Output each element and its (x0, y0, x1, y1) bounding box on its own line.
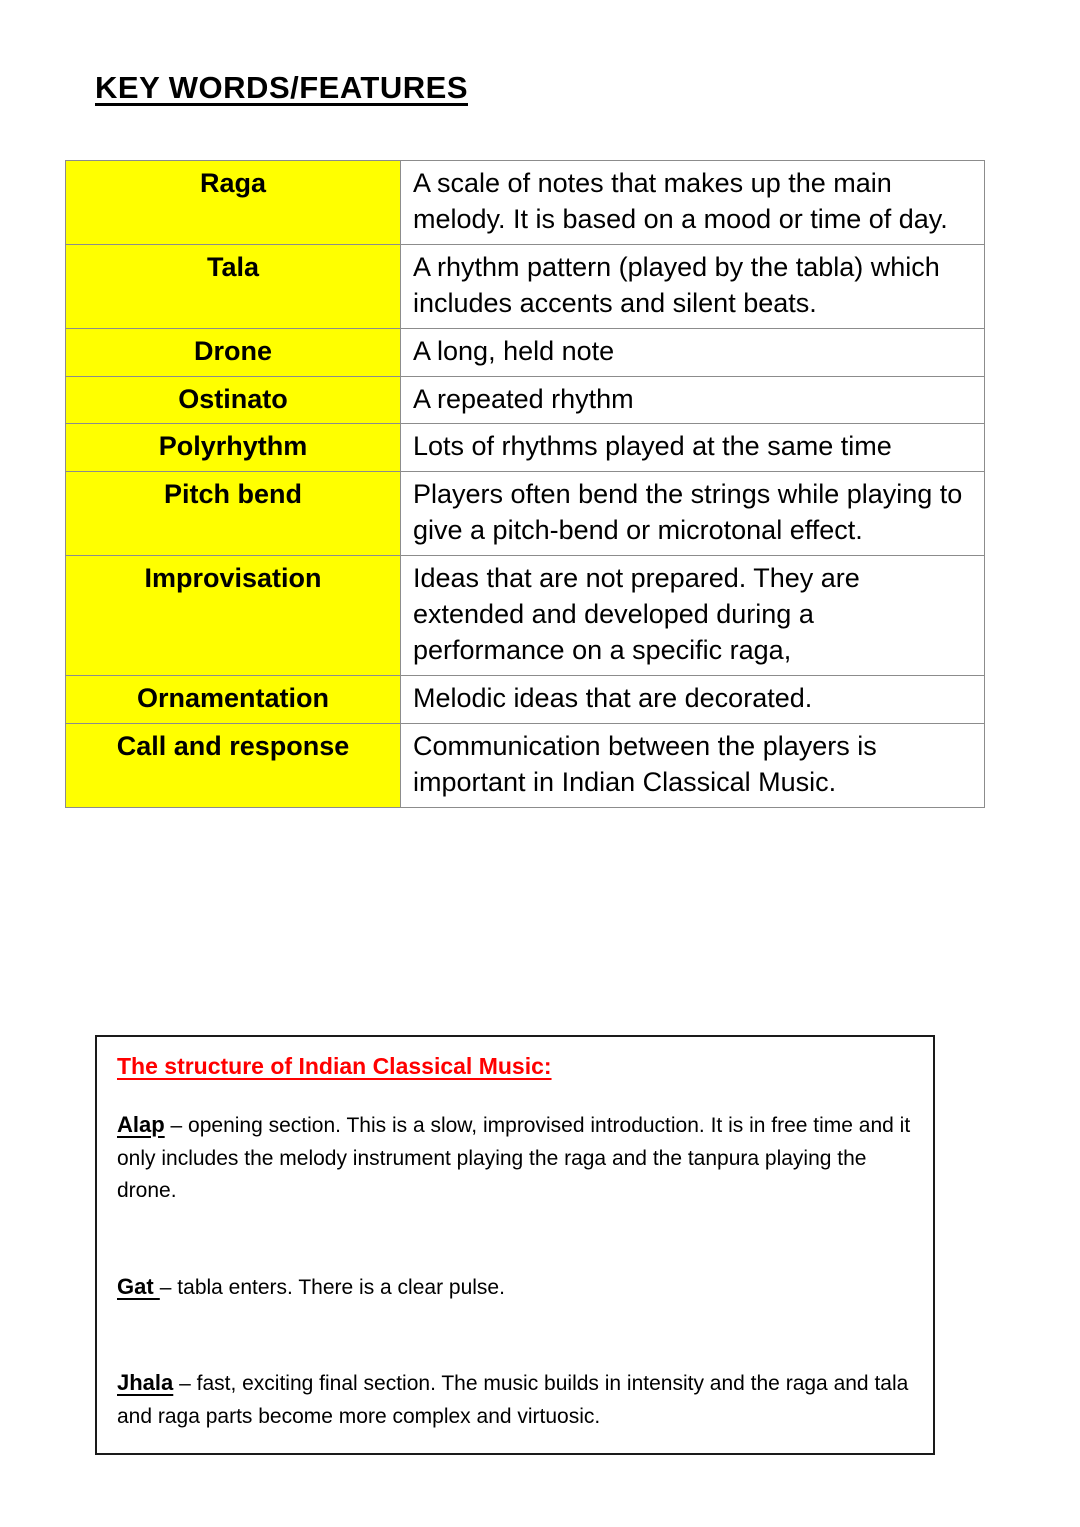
keyword-cell: Ostinato (66, 376, 401, 424)
table-row (66, 328, 985, 376)
definition-cell: A scale of notes that makes up the main melody. It is based on a mood or time of day. (401, 161, 985, 245)
definition-cell: Melodic ideas that are decorated. (401, 675, 985, 723)
definition-cell: Players often bend the strings while playing to give a pitch-bend or microtonal effect. (401, 472, 985, 556)
definition-cell: A repeated rhythm (401, 376, 985, 424)
keyword-cell: Tala (66, 244, 401, 328)
structure-section-gat (117, 1270, 911, 1305)
definition-cell: Lots of rhythms played at the same time (401, 424, 985, 472)
keyword-cell: Pitch bend (66, 472, 401, 556)
structure-box (95, 1035, 935, 1455)
table-row (66, 376, 985, 424)
section-description: – fast, exciting final section. The music builds in intensity and the raga and tala and raga parts become more complex and virtuosic. (117, 1372, 909, 1428)
section-term: Gat (117, 1273, 160, 1299)
table-row (66, 723, 985, 807)
keyword-cell: Improvisation (66, 556, 401, 676)
table-row (66, 472, 985, 556)
table-row (66, 424, 985, 472)
section-term: Alap (117, 1112, 165, 1137)
section-description: – opening section. This is a slow, improvised introduction. It is in free time and it only includes the melody instrument playing the raga and the tanpura playing the drone. (117, 1114, 911, 1203)
definition-cell: A rhythm pattern (played by the tabla) which includes accents and silent beats. (401, 244, 985, 328)
keyword-cell: Polyrhythm (66, 424, 401, 472)
table-row (66, 675, 985, 723)
section-description: – tabla enters. There is a clear pulse. (159, 1275, 505, 1299)
keyword-cell: Drone (66, 328, 401, 376)
structure-section-jhala (117, 1366, 911, 1433)
keyword-cell: Raga (66, 161, 401, 245)
keyword-cell: Call and response (66, 723, 401, 807)
structure-box-title: The structure of Indian Classical Music: (117, 1053, 552, 1079)
table-row (66, 556, 985, 676)
keyword-cell: Ornamentation (66, 675, 401, 723)
definition-cell: Communication between the players is important in Indian Classical Music. (401, 723, 985, 807)
page-title: KEY WORDS/FEATURES (95, 70, 468, 105)
definition-cell: A long, held note (401, 328, 985, 376)
section-term: Jhala (117, 1370, 174, 1396)
table-row (66, 244, 985, 328)
structure-section-alap (117, 1108, 911, 1208)
keywords-table (65, 160, 985, 808)
table-row (66, 161, 985, 245)
definition-cell: Ideas that are not prepared. They are extended and developed during a performance on a specific raga, (401, 556, 985, 676)
